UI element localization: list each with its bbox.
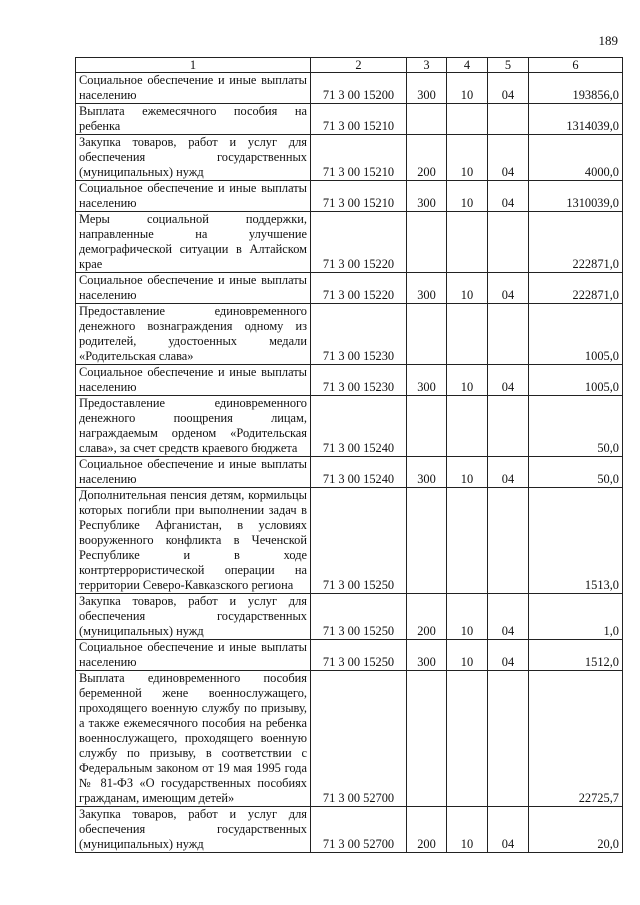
row-subsection: [488, 396, 529, 457]
row-target-code: 71 3 00 15210: [311, 104, 407, 135]
header-cell: 5: [488, 58, 529, 73]
row-target-code: 71 3 00 15210: [311, 135, 407, 181]
row-amount: 50,0: [529, 396, 623, 457]
row-subsection: 04: [488, 135, 529, 181]
row-subsection: [488, 488, 529, 594]
row-section: 10: [447, 640, 488, 671]
row-description: Социальное обеспечение и иные выплаты населению: [76, 181, 311, 212]
table-row: [76, 488, 623, 594]
row-target-code: 71 3 00 15220: [311, 212, 407, 273]
row-section: [447, 671, 488, 807]
row-description: Выплата единовременного пособия беременной жене военнослужащего, проходящего военную службу по призыву, а также ежемесячного пособия на ребенка военнослужащего, проходящего военную службу по призыву, в соответствии с Федеральным законом от 19 мая 1995 года № 81-ФЗ «О государственных пособиях гражданам, имеющим детей»: [76, 671, 311, 807]
row-description: Предоставление единовременного денежного поощрения лицам, награждаемым орденом «Родительская слава», за счет средств краевого бюджета: [76, 396, 311, 457]
row-amount: 20,0: [529, 807, 623, 853]
row-amount: 1512,0: [529, 640, 623, 671]
row-section: [447, 212, 488, 273]
row-target-code: 71 3 00 15250: [311, 594, 407, 640]
row-description: Меры социальной поддержки, направленные на улучшение демографической ситуации в Алтайском крае: [76, 212, 311, 273]
row-amount: 1005,0: [529, 365, 623, 396]
row-expense-type: [407, 212, 447, 273]
row-expense-type: 300: [407, 365, 447, 396]
row-section: 10: [447, 273, 488, 304]
row-expense-type: [407, 671, 447, 807]
row-section: [447, 396, 488, 457]
row-subsection: 04: [488, 273, 529, 304]
row-subsection: [488, 304, 529, 365]
row-target-code: 71 3 00 15250: [311, 488, 407, 594]
row-expense-type: [407, 488, 447, 594]
row-description: Социальное обеспечение и иные выплаты населению: [76, 640, 311, 671]
row-section: [447, 304, 488, 365]
table-row: [76, 671, 623, 807]
row-subsection: 04: [488, 457, 529, 488]
header-cell: 3: [407, 58, 447, 73]
row-subsection: [488, 671, 529, 807]
row-description: Предоставление единовременного денежного вознаграждения одному из родителей, удостоенных медали «Родительская слава»: [76, 304, 311, 365]
row-subsection: 04: [488, 640, 529, 671]
table-row: [76, 807, 623, 853]
row-description: Социальное обеспечение и иные выплаты населению: [76, 457, 311, 488]
table-row: [76, 365, 623, 396]
row-expense-type: 200: [407, 807, 447, 853]
row-target-code: 71 3 00 15240: [311, 457, 407, 488]
header-cell: 6: [529, 58, 623, 73]
table-row: [76, 594, 623, 640]
row-description: Закупка товаров, работ и услуг для обеспечения государственных (муниципальных) нужд: [76, 807, 311, 853]
table-row: [76, 73, 623, 104]
row-amount: 1310039,0: [529, 181, 623, 212]
row-subsection: 04: [488, 73, 529, 104]
header-cell: 2: [311, 58, 407, 73]
budget-table: [75, 57, 623, 853]
table-row: [76, 304, 623, 365]
row-description: Социальное обеспечение и иные выплаты населению: [76, 73, 311, 104]
row-description: Закупка товаров, работ и услуг для обеспечения государственных (муниципальных) нужд: [76, 135, 311, 181]
row-description: Выплата ежемесячного пособия на ребенка: [76, 104, 311, 135]
row-expense-type: [407, 104, 447, 135]
row-description: Социальное обеспечение и иные выплаты населению: [76, 273, 311, 304]
row-expense-type: [407, 304, 447, 365]
table-body: [76, 73, 623, 853]
table-row: [76, 212, 623, 273]
row-amount: 193856,0: [529, 73, 623, 104]
table-row: [76, 135, 623, 181]
row-expense-type: [407, 396, 447, 457]
row-subsection: 04: [488, 594, 529, 640]
row-amount: 222871,0: [529, 212, 623, 273]
row-expense-type: 300: [407, 73, 447, 104]
row-expense-type: 200: [407, 594, 447, 640]
row-section: 10: [447, 73, 488, 104]
row-section: 10: [447, 181, 488, 212]
row-target-code: 71 3 00 52700: [311, 807, 407, 853]
page-number: 189: [598, 33, 618, 48]
row-expense-type: 300: [407, 181, 447, 212]
row-amount: 1314039,0: [529, 104, 623, 135]
table-row: [76, 640, 623, 671]
header-row: [76, 58, 623, 73]
row-target-code: 71 3 00 15250: [311, 640, 407, 671]
row-expense-type: 300: [407, 640, 447, 671]
row-section: 10: [447, 594, 488, 640]
row-target-code: 71 3 00 15210: [311, 181, 407, 212]
row-amount: 1513,0: [529, 488, 623, 594]
row-target-code: 71 3 00 15220: [311, 273, 407, 304]
row-section: 10: [447, 135, 488, 181]
row-section: [447, 488, 488, 594]
row-section: [447, 104, 488, 135]
row-description: Социальное обеспечение и иные выплаты населению: [76, 365, 311, 396]
row-description: Дополнительная пенсия детям, кормильцы которых погибли при выполнении задач в Республике Афганистан, в условиях вооруженного конфликта в Чеченской Республике и в ходе контртеррористической операции на территории Северо-Кавказского региона: [76, 488, 311, 594]
row-target-code: 71 3 00 15240: [311, 396, 407, 457]
row-amount: 22725,7: [529, 671, 623, 807]
table-row: [76, 396, 623, 457]
table-row: [76, 457, 623, 488]
row-subsection: 04: [488, 807, 529, 853]
row-subsection: 04: [488, 365, 529, 396]
row-description: Закупка товаров, работ и услуг для обеспечения государственных (муниципальных) нужд: [76, 594, 311, 640]
table-row: [76, 273, 623, 304]
row-amount: 1005,0: [529, 304, 623, 365]
row-section: 10: [447, 807, 488, 853]
row-amount: 4000,0: [529, 135, 623, 181]
row-target-code: 71 3 00 52700: [311, 671, 407, 807]
row-target-code: 71 3 00 15230: [311, 365, 407, 396]
header-cell: 4: [447, 58, 488, 73]
row-amount: 222871,0: [529, 273, 623, 304]
row-section: 10: [447, 457, 488, 488]
row-amount: 1,0: [529, 594, 623, 640]
row-subsection: [488, 104, 529, 135]
row-target-code: 71 3 00 15200: [311, 73, 407, 104]
row-expense-type: 200: [407, 135, 447, 181]
row-section: 10: [447, 365, 488, 396]
row-amount: 50,0: [529, 457, 623, 488]
row-target-code: 71 3 00 15230: [311, 304, 407, 365]
row-expense-type: 300: [407, 273, 447, 304]
row-subsection: 04: [488, 181, 529, 212]
header-cell: 1: [76, 58, 311, 73]
table-row: [76, 104, 623, 135]
row-subsection: [488, 212, 529, 273]
table-row: [76, 181, 623, 212]
row-expense-type: 300: [407, 457, 447, 488]
